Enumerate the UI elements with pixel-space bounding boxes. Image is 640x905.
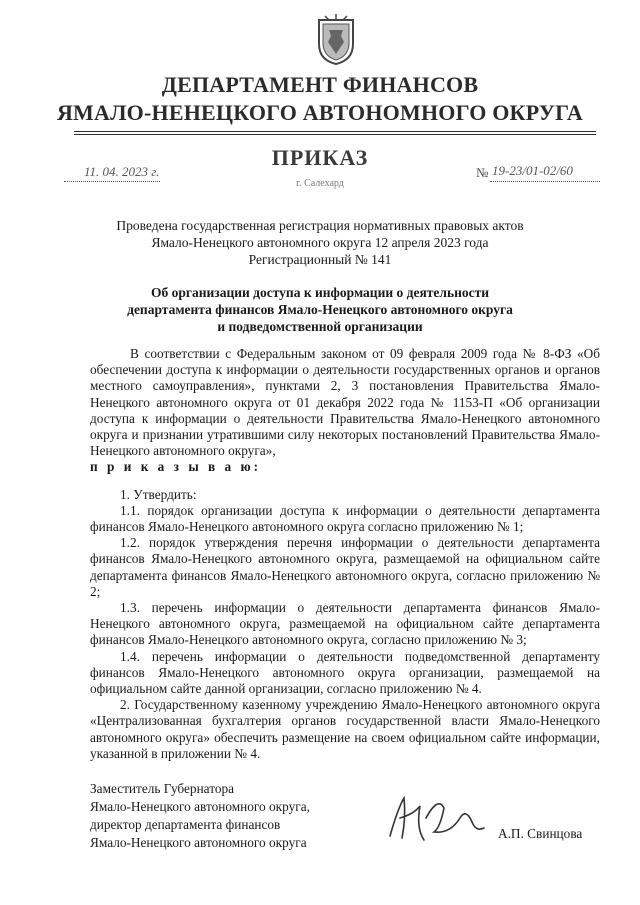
item-1-2: 1.2. порядок утверждения перечня информации о деятельности департамента финансов Ямало-Ненецкого автономного округа, размещаемой на официальном сайте департамента финансов Ямало-Ненецкого автономного округа, согласно приложению № 2; xyxy=(90,535,600,599)
signatory-line3: директор департамента финансов xyxy=(90,817,281,832)
coat-of-arms-icon xyxy=(315,14,357,66)
city: г. Салехард xyxy=(296,178,344,189)
signatory-line4: Ямало-Ненецкого автономного округа xyxy=(90,835,307,850)
signatory-position xyxy=(90,780,310,852)
registration-line1: Проведена государственная регистрация нормативных правовых актов xyxy=(116,218,524,233)
signatory-line2: Ямало-Ненецкого автономного округа, xyxy=(90,799,310,814)
header-divider xyxy=(74,131,596,132)
item-2: 2. Государственному казенному учреждению Ямало-Ненецкого автономного округа «Централизованная бухгалтерия органов государственной власти Ямало-Ненецкого автономного округа» обеспечить размещение на своем официальном сайте информации, указанной в приложении № 4. xyxy=(90,697,600,761)
item-1-4: 1.4. перечень информации о деятельности подведомственной департаменту финансов Ямало-Ненецкого автономного округа организации, размещаемой на официальном сайте данной организации, согласно приложению № 4. xyxy=(90,648,600,697)
item-1-1: 1.1. порядок организации доступа к информации о деятельности департамента финансов Ямало-Ненецкого автономного округа согласно приложению № 1; xyxy=(90,502,600,535)
header-divider-thin xyxy=(74,134,596,135)
number-sign: № xyxy=(476,165,489,180)
orders-word: п р и к а з ы в а ю: xyxy=(90,459,262,475)
registration-number: Регистрационный № 141 xyxy=(248,252,392,267)
order-title-line3: и подведомственной организации xyxy=(217,319,423,334)
department-name-line1: ДЕПАРТАМЕНТ ФИНАНСОВ xyxy=(161,72,479,97)
signatory-name: А.П. Свинцова xyxy=(498,826,583,841)
department-name-line2: ЯМАЛО-НЕНЕЦКОГО АВТОНОМНОГО ОКРУГА xyxy=(56,100,584,125)
order-title-line2: департамента финансов Ямало-Ненецкого автономного округа xyxy=(127,302,513,317)
order-number: 19-23/01-02/60 xyxy=(492,163,573,178)
document-type: ПРИКАЗ xyxy=(271,145,369,170)
signatory-line1: Заместитель Губернатора xyxy=(90,781,235,796)
order-body xyxy=(90,346,600,762)
order-date: 11. 04. 2023 г. xyxy=(84,164,160,179)
preamble: В соответствии с Федеральным законом от 09 февраля 2009 года № 8-ФЗ «Об обеспечении доступа к информации о деятельности государственных органов и органов местного самоуправления», пунктами 2, 3 постановления Правительства Ямало-Ненецкого автономного округа от 01 декабря 2022 года № 1153-П «Об организации доступа к информации о деятельности Правительства Ямало-Ненецкого автономного округа и признании утратившими силу некоторых постановлений Правительства Ямало-Ненецкого автономного округа», xyxy=(90,346,600,459)
item-1-3: 1.3. перечень информации о деятельности департамента финансов Ямало-Ненецкого автономного округа, размещаемой на официальном сайте департамента финансов Ямало-Ненецкого автономного округа, согласно приложению № 3; xyxy=(90,600,600,648)
handwritten-signature xyxy=(380,788,490,848)
item-1: 1. Утвердить: xyxy=(120,486,197,502)
order-title-line1: Об организации доступа к информации о деятельности xyxy=(150,285,490,300)
registration-line2: Ямало-Ненецкого автономного округа 12 апреля 2023 года xyxy=(151,235,489,250)
